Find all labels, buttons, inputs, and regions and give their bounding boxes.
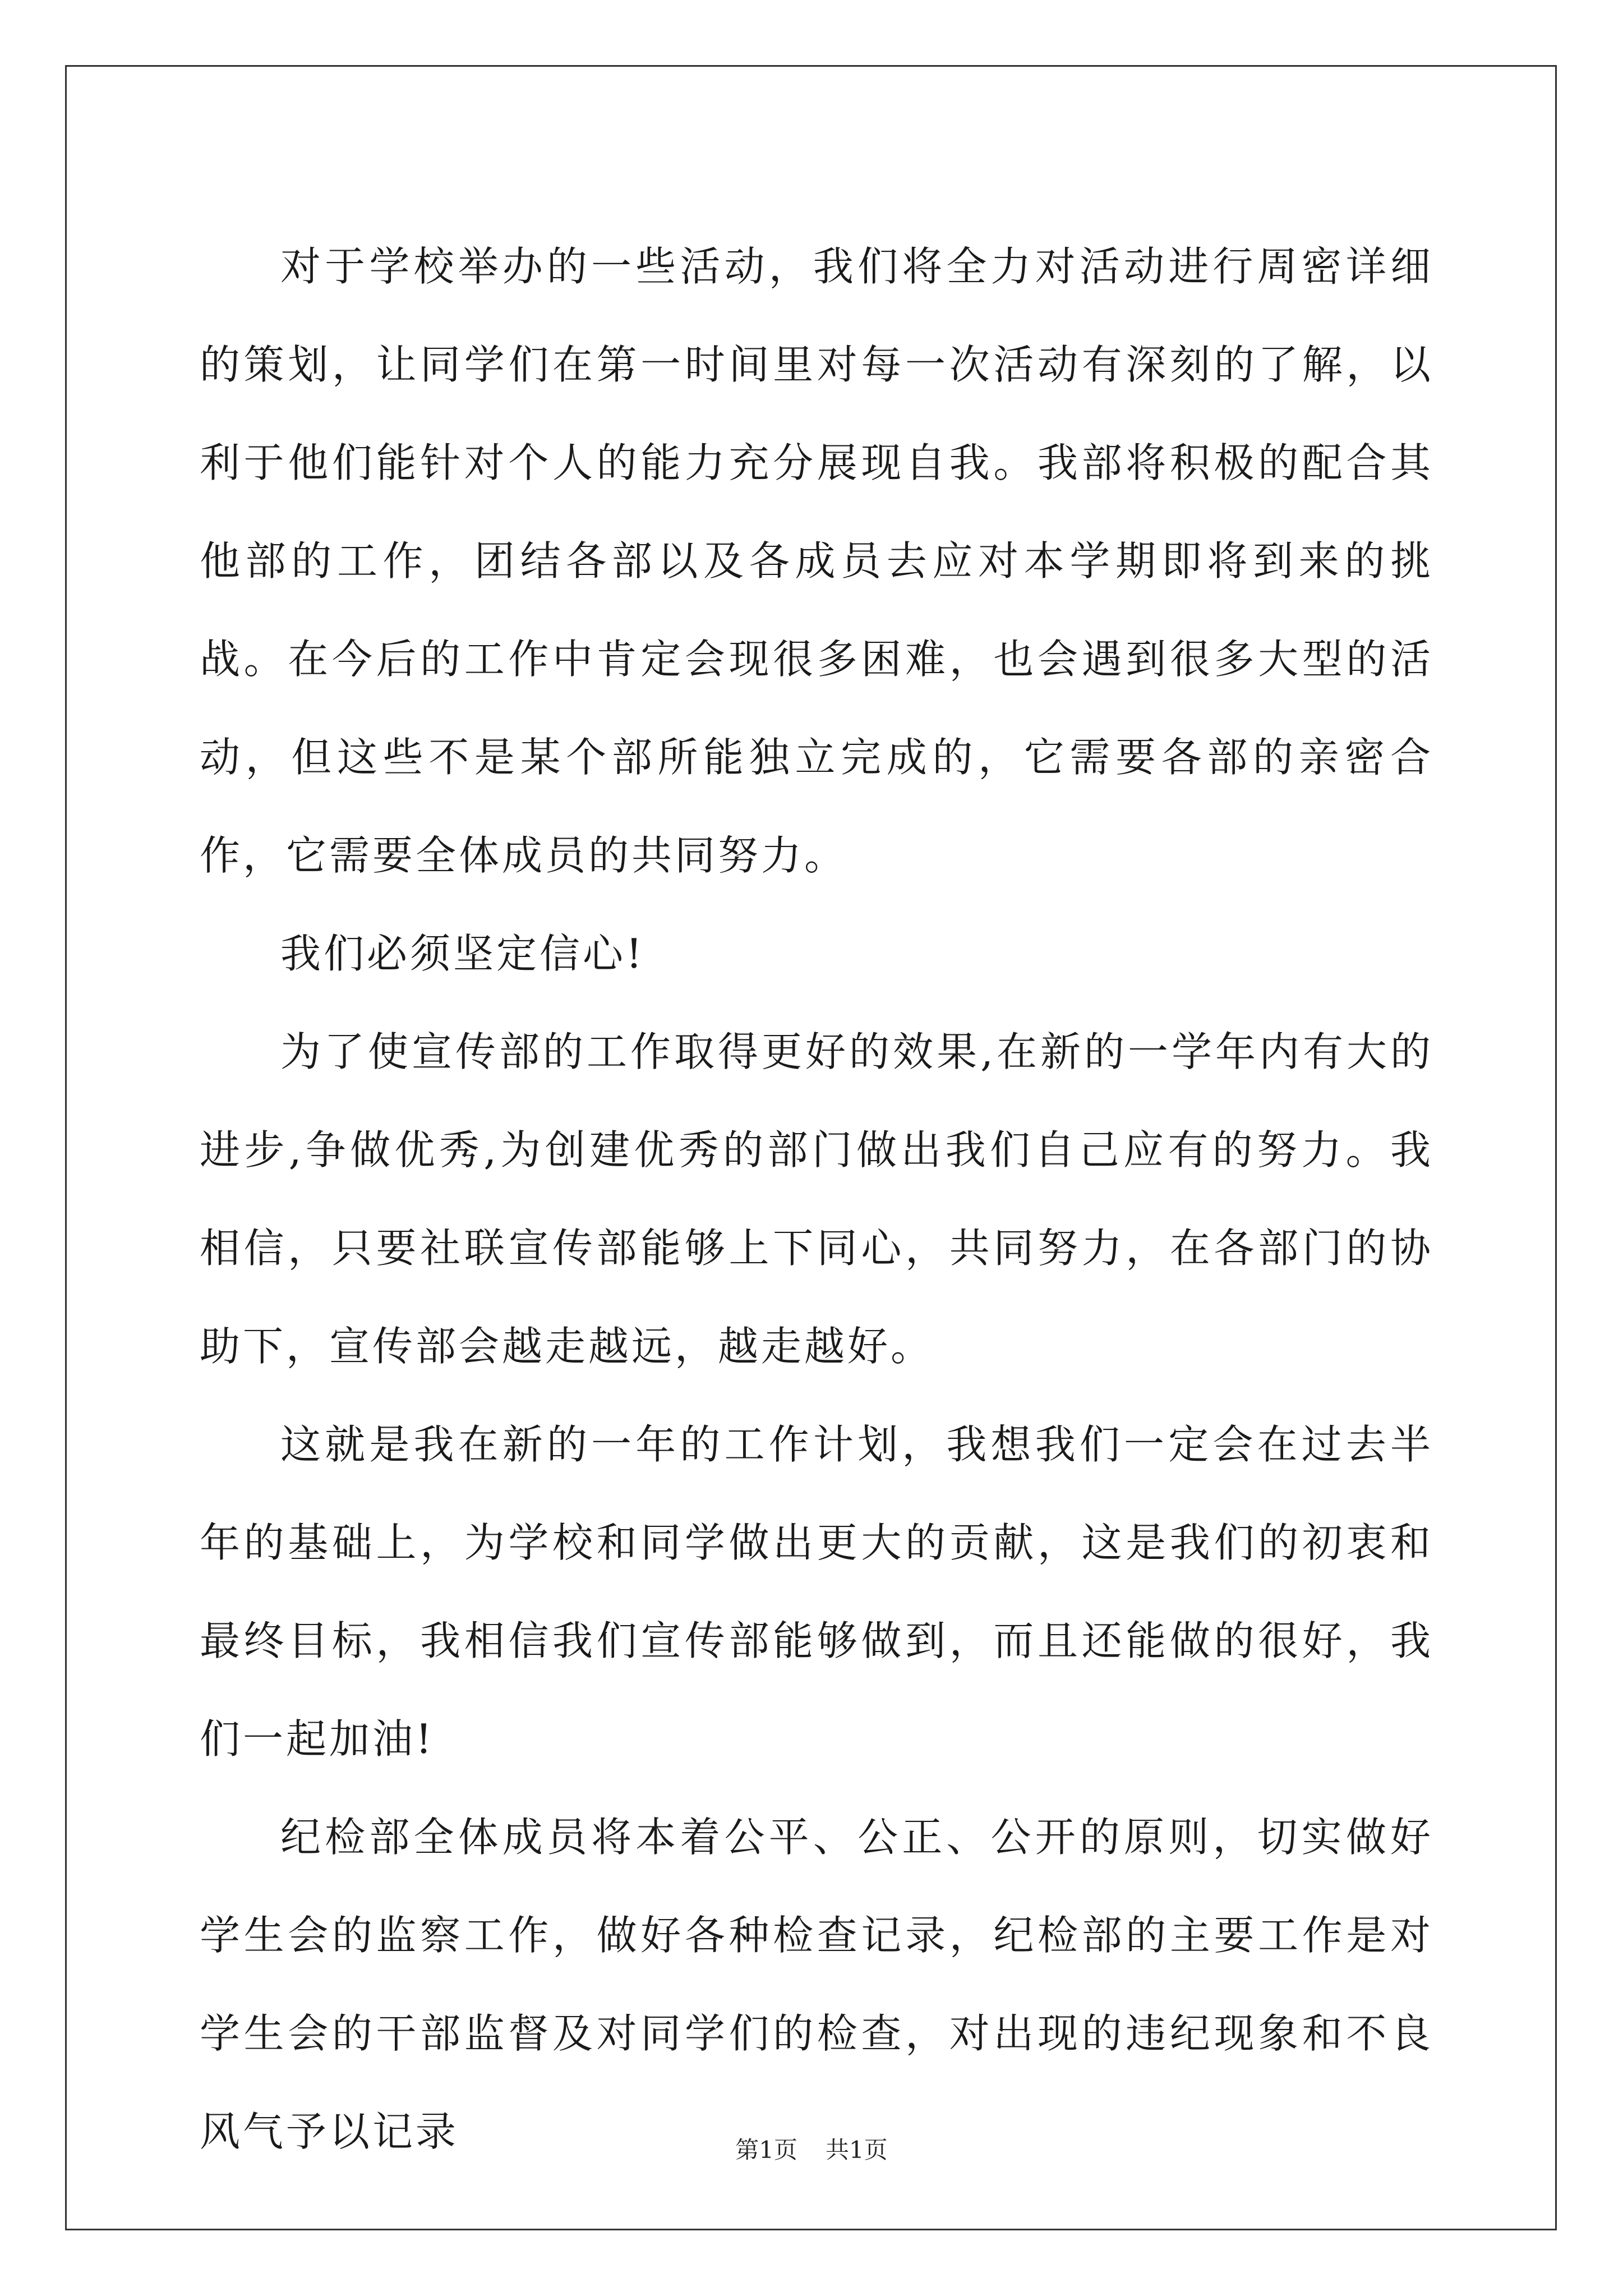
page-footer xyxy=(0,2132,1623,2165)
paragraph: 我们必须坚定信心! xyxy=(280,930,645,977)
page-total: 共1页 xyxy=(826,2136,888,2164)
paragraph: 这就是我在新的一年的工作计划，我想我们一定会在过去半年的基础上，为学校和同学做出更大的贡献，这是我们的初衷和最终目标，我相信我们宣传部能够做到，而且还能做的很好，我们一起加油! xyxy=(200,1421,1433,1763)
paragraph: 为了使宣传部的工作取得更好的效果,在新的一学年内有大的进步,争做优秀,为创建优秀的部门做出我们自己应有的努力。我相信，只要社联宣传部能够上下同心，共同努力，在各部门的协助下，宣传部会越走越远，越走越好。 xyxy=(200,1028,1433,1370)
paragraph: 纪检部全体成员将本着公平、公正、公开的原则，切实做好学生会的监察工作，做好各种检查记录，纪检部的主要工作是对学生会的干部监督及对同学们的检查，对出现的违纪现象和不良风气予以记录 xyxy=(200,1814,1433,2155)
paragraph: 对于学校举办的一些活动，我们将全力对活动进行周密详细的策划，让同学们在第一时间里对每一次活动有深刻的了解，以利于他们能针对个人的能力充分展现自我。我部将积极的配合其他部的工作，团结各部以及各成员去应对本学期即将到来的挑战。在今后的工作中肯定会现很多困难，也会遇到很多大型的活动，但这些不是某个部所能独立完成的，它需要各部的亲密合作，它需要全体成员的共同努力。 xyxy=(200,243,1433,879)
page-number: 第1页 xyxy=(735,2136,797,2164)
document-body xyxy=(200,218,1433,2181)
